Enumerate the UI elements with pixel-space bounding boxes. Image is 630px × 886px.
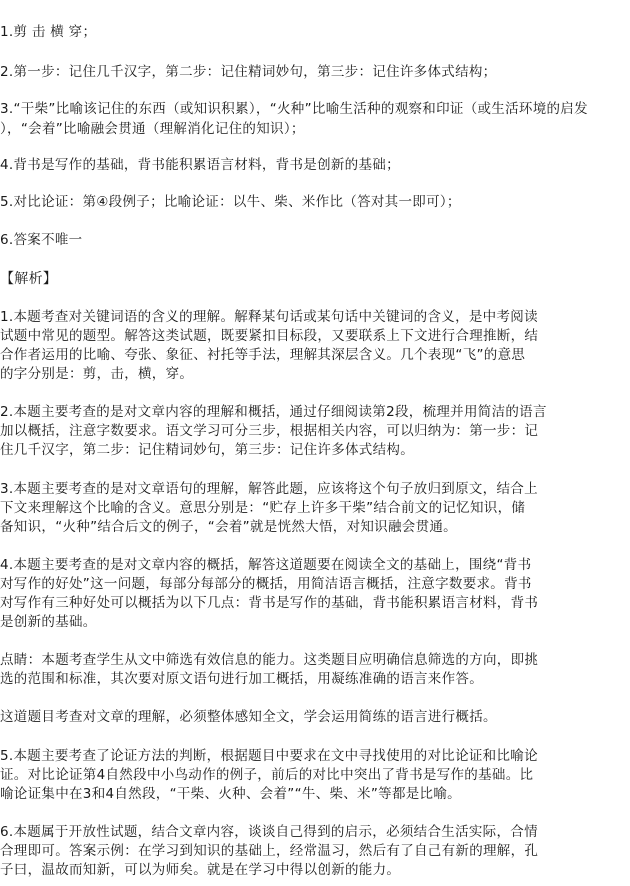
analysis-4-line-2: 对写作的好处”这一问题，每部分每部分的概括，用简洁语言概括，注意字数要求。背书 — [0, 576, 532, 592]
analysis-3-line-2: 下文来理解这个比喻的含义。意思分别是：“贮存上许多干柴”结合前文的记忆知识，储 — [0, 500, 526, 516]
note-line-1: 点睛：本题考查学生从文中筛选有效信息的能力。这类题目应明确信息筛选的方向，即挑 — [0, 652, 539, 668]
answer-5-line-1: 5.对比论证：第④段例子；比喻论证：以牛、柴、米作比（答对其一即可）； — [0, 194, 461, 210]
analysis-6-line-3: 子曰，温故而知新，可以为师矣。就是在学习中得以创新的能力。 — [0, 862, 401, 878]
answer-2-line-1: 2.第一步：记住几千汉字，第二步：记住精词妙句，第三步：记住许多体式结构； — [0, 64, 497, 80]
analysis-heading: 【解析】 — [0, 271, 58, 287]
answer-3-line-1: 3.“干柴”比喻该记住的东西（或知识积累），“火种”比喻生活种的观察和印证（或生活环境的启发 — [0, 101, 588, 117]
analysis-5-line-1: 5.本题主要考查了论证方法的判断，根据题目中要求在文中寻找使用的对比论证和比喻论 — [0, 748, 538, 764]
analysis-2-line-3: 住几千汉字，第二步：记住精词妙句，第三步：记住许多体式结构。 — [0, 442, 414, 458]
analysis-6-line-1: 6.本题属于开放性试题，结合文章内容，谈谈自己得到的启示，必须结合生活实际，合情 — [0, 824, 538, 840]
analysis-4-line-4: 是创新的基础。 — [0, 614, 97, 630]
analysis-1-line-2: 试题中常见的题型。解答这类试题，既要紧扣目标段，又要联系上下文进行合理推断，结 — [0, 328, 539, 344]
analysis-5-line-2: 证。对比论证第4自然段中小鸟动作的例子，前后的对比中突出了背书是写作的基础。比 — [0, 767, 534, 783]
analysis-2-line-1: 2.本题主要考查的是对文章内容的理解和概括，通过仔细阅读第2段，梳理并用简洁的语言 — [0, 404, 547, 420]
analysis-6-line-2: 合理即可。答案示例：在学习到知识的基础上，经常温习，然后有了自己有新的理解，孔 — [0, 843, 539, 859]
answer-4-line-1: 4.背书是写作的基础，背书能积累语言材料，背书是创新的基础； — [0, 157, 400, 173]
analysis-3-line-1: 3.本题主要考查的是对文章语句的理解，解答此题，应该将这个句子放归到原文，结合上 — [0, 481, 538, 497]
answer-6-line-1: 6.答案不唯一 — [0, 232, 83, 248]
summary-line-1: 这道题目考查对文章的理解，必须整体感知全文，学会运用简练的语言进行概括。 — [0, 709, 497, 725]
analysis-1-line-1: 1.本题考查对关键词语的含义的理解。解释某句话或某句话中关键词的含义，是中考阅读 — [0, 309, 538, 325]
analysis-4-line-3: 对写作有三种好处可以概括为以下几点：背书是写作的基础，背书能积累语言材料，背书 — [0, 595, 539, 611]
analysis-2-line-2: 加以概括，注意字数要求。语文学习可分三步，根据相关内容，可以归纳为：第一步：记 — [0, 423, 539, 439]
analysis-5-line-3: 喻论证集中在3和4自然段，“干柴、火种、会着”“牛、柴、米”等都是比喻。 — [0, 786, 461, 802]
answer-1-line-1: 1.剪 击 横 穿； — [0, 24, 97, 40]
analysis-1-line-3: 合作者运用的比喻、夸张、象征、衬托等手法，理解其深层含义。几个表现“飞”的意思 — [0, 347, 526, 363]
analysis-3-line-3: 备知识，“火种”结合后文的例子，“会着”就是恍然大悟，对知识融会贯通。 — [0, 519, 457, 535]
note-line-2: 选的范围和标准，其次要对原文语句进行加工概括，用凝练准确的语言来作答。 — [0, 671, 483, 687]
analysis-1-line-4: 的字分别是：剪，击，横，穿。 — [0, 366, 194, 382]
answer-3-line-2: ），“会着”比喻融会贯通（理解消化记住的知识）； — [0, 121, 305, 137]
analysis-4-line-1: 4.本题主要考查的是对文章内容的概括，解答这道题要在阅读全文的基础上，围绕“背书 — [0, 557, 532, 573]
